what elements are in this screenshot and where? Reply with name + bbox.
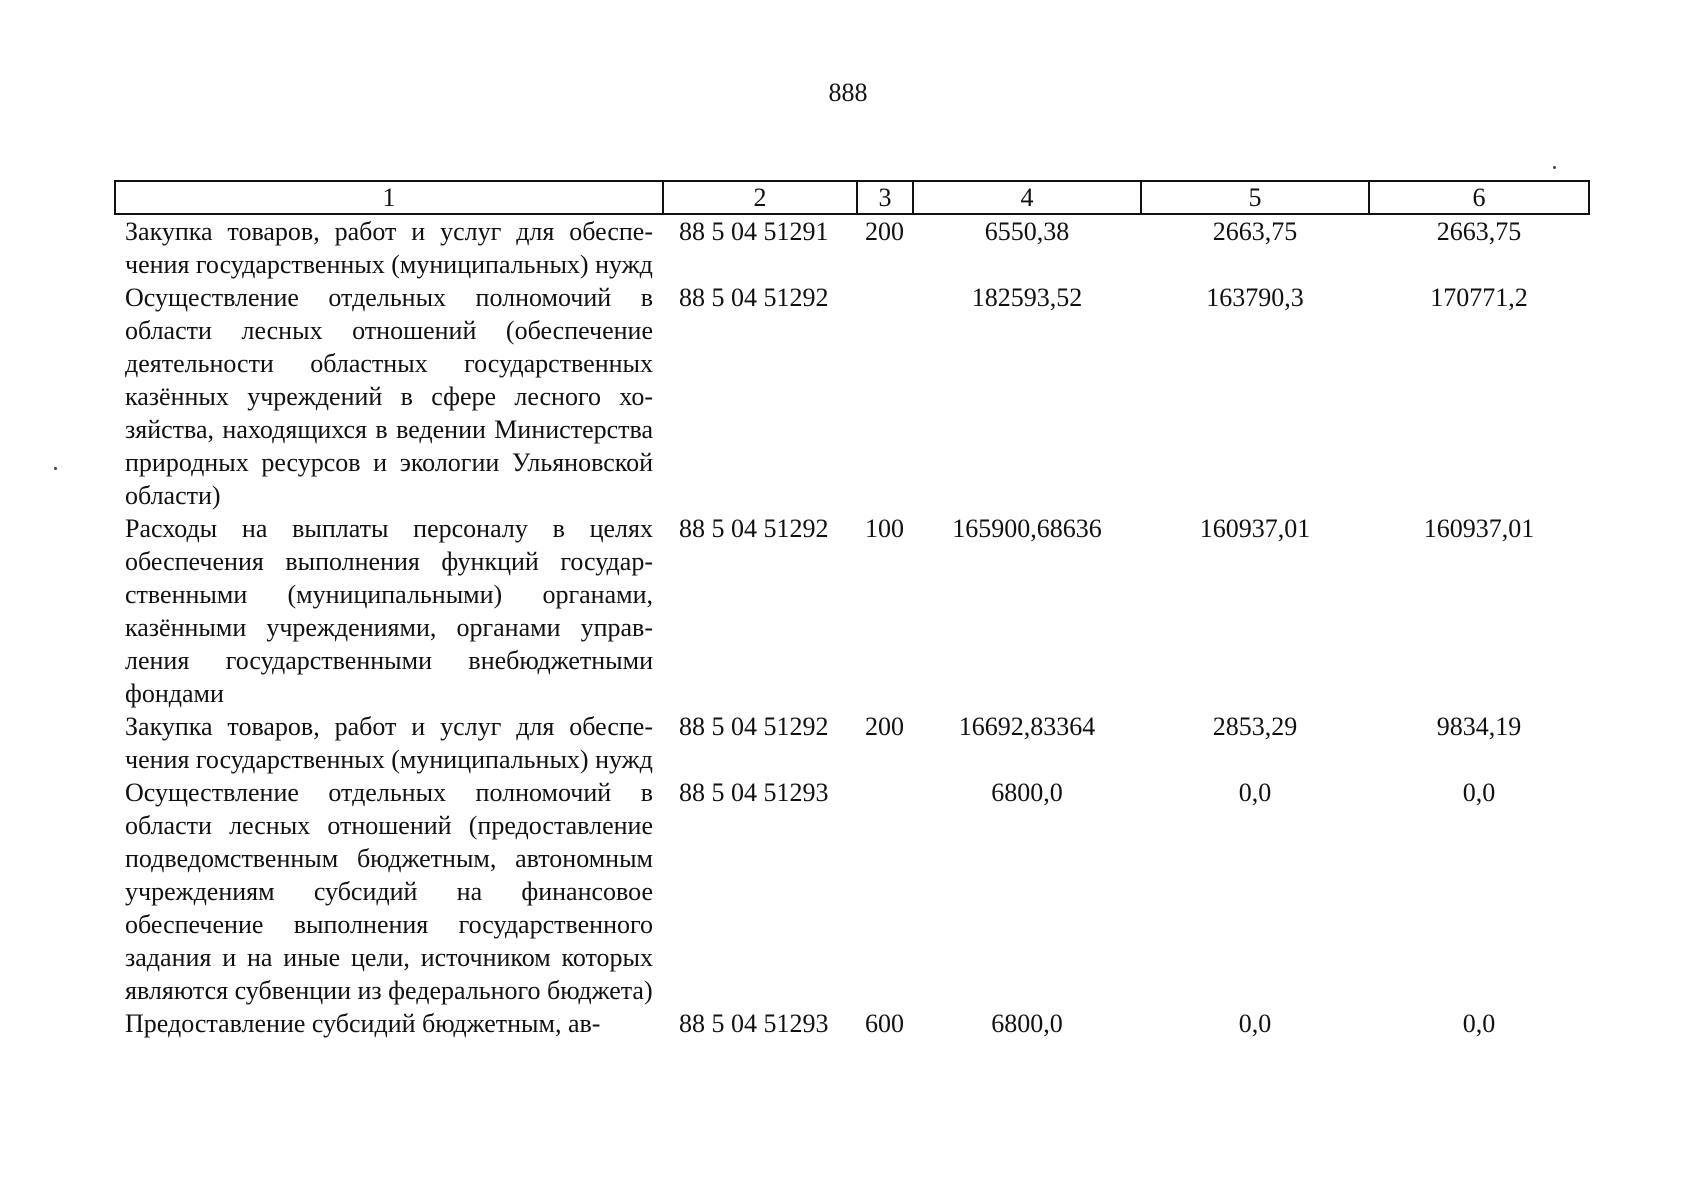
row-expense-type: 100	[865, 514, 904, 543]
row-value-col4: 6800,0	[991, 1009, 1063, 1038]
row-value-col4: 182593,52	[971, 283, 1083, 312]
table-header	[115, 181, 1589, 214]
table-body	[115, 214, 1589, 1040]
page-number: 888	[828, 78, 868, 107]
row-value-col5: 2663,75	[1212, 217, 1298, 246]
scan-speck	[1553, 166, 1556, 169]
row-expense-type	[857, 281, 913, 512]
row-code: 88 5 04 51293	[679, 778, 829, 807]
header-row	[115, 181, 1589, 214]
column-header-6: 6	[1369, 181, 1589, 214]
row-value-col6: 0,0	[1462, 778, 1496, 807]
row-code: 88 5 04 51293	[679, 1009, 829, 1038]
row-description: Расходы на выплаты персоналу в целях обеспечения выполнения функций государственными (муниципальными) органами, казёнными учреждениями, органами управления государственными внебюджетными фондами	[125, 514, 653, 708]
row-value-col5: 0,0	[1238, 778, 1272, 807]
table-row	[115, 710, 1589, 776]
row-code: 88 5 04 51292	[679, 712, 829, 741]
column-header-4: 4	[913, 181, 1141, 214]
row-value-col6: 2663,75	[1436, 217, 1522, 246]
column-header-1: 1	[115, 181, 663, 214]
row-value-col6: 9834,19	[1436, 712, 1522, 741]
row-value-col5: 163790,3	[1206, 283, 1304, 312]
row-expense-type: 200	[865, 217, 904, 246]
column-header-2: 2	[663, 181, 857, 214]
row-value-col6: 160937,01	[1423, 514, 1535, 543]
row-code: 88 5 04 51292	[679, 283, 829, 312]
table-row	[115, 776, 1589, 1007]
row-value-col5: 0,0	[1238, 1009, 1272, 1038]
row-description: Предоставление субсидий бюджетным, ав-	[125, 1009, 601, 1038]
row-description: Закупка товаров, работ и услуг для обеспечения государственных (муниципальных) нужд	[125, 712, 653, 774]
row-value-col6: 0,0	[1462, 1009, 1496, 1038]
table-row	[115, 214, 1589, 281]
row-value-col4: 16692,83364	[958, 712, 1096, 741]
row-code: 88 5 04 51291	[679, 217, 829, 246]
table-row	[115, 281, 1589, 512]
budget-table	[114, 180, 1590, 1040]
row-expense-type	[857, 776, 913, 1007]
row-description: Осуществление отдельных полномочий в области лесных отношений (предоставление подведомственным бюджетным, автономным учреждениям субсидий на финансовое обеспечение выполнения государственного задания и на иные цели, источником которых являются субвенции из федерального бюджета)	[125, 778, 653, 1005]
row-value-col5: 160937,01	[1199, 514, 1311, 543]
row-description: Закупка товаров, работ и услуг для обеспечения государственных (муниципальных) нужд	[125, 217, 653, 279]
column-header-3: 3	[857, 181, 913, 214]
row-value-col4: 6550,38	[984, 217, 1070, 246]
table-row	[115, 512, 1589, 710]
row-expense-type: 200	[865, 712, 904, 741]
row-description: Осуществление отдельных полномочий в области лесных отношений (обеспечение деятельности областных государственных казённых учреждений в сфере лесного хозяйства, находящихся в ведении Министерства природных ресурсов и экологии Ульяновской области)	[125, 283, 653, 510]
row-value-col4: 6800,0	[991, 778, 1063, 807]
row-value-col4: 165900,68636	[952, 514, 1102, 543]
row-expense-type: 600	[865, 1009, 904, 1038]
row-value-col6: 170771,2	[1430, 283, 1528, 312]
scan-speck	[54, 467, 57, 470]
row-value-col5: 2853,29	[1212, 712, 1298, 741]
column-header-5: 5	[1141, 181, 1369, 214]
row-code: 88 5 04 51292	[679, 514, 829, 543]
table-row	[115, 1007, 1589, 1040]
